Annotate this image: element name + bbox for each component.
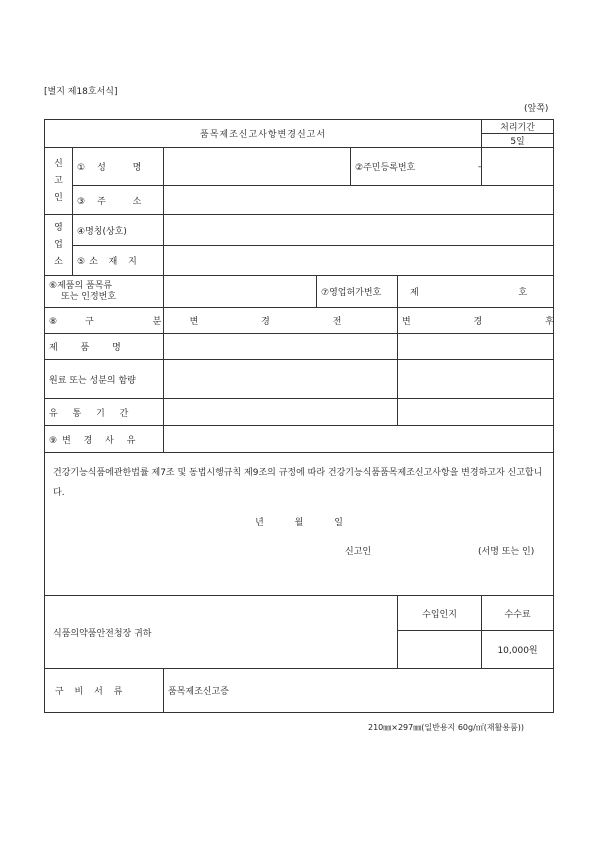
ingredient-content-before-field[interactable]: [164, 360, 398, 399]
resident-number-label: ②주민등록번호: [351, 148, 482, 186]
address-label: ③주 소: [73, 186, 164, 215]
recipient-label: 식품의약품안전청장 귀하: [45, 596, 351, 669]
paper-specification: 210㎜×297㎜(일반용지 60g/㎡(재활용품)): [368, 723, 525, 732]
fee-value: 10,000원: [482, 631, 554, 669]
processing-period-value: 5일: [482, 134, 554, 148]
ingredient-content-after-field[interactable]: [398, 360, 554, 399]
fee-label: 수수료: [482, 596, 554, 631]
product-name-before-field[interactable]: [164, 334, 398, 360]
processing-period-label: 처리기간: [482, 120, 554, 134]
required-documents-value: 품목제조신고증: [164, 669, 554, 713]
applicant-group-label: 신 고 인: [45, 148, 73, 215]
business-license-label: ⑦영업허가번호: [317, 276, 398, 308]
report-form: [44, 119, 584, 713]
change-reason-field[interactable]: [164, 426, 554, 453]
change-reason-label: ⑨변 경 사 유: [45, 426, 164, 453]
category-header: ⑧구 분: [45, 308, 164, 334]
business-name-label: ④명칭(상호): [73, 215, 164, 246]
resident-number-field[interactable]: -: [482, 148, 554, 186]
signature-placeholder[interactable]: (서명 또는 인): [478, 547, 535, 557]
declaration-date[interactable]: 년 월 일: [255, 518, 343, 528]
business-group-label: 영 업 소: [45, 215, 73, 276]
shelf-life-after-field[interactable]: [398, 399, 554, 426]
ingredient-content-label: 원료 또는 성분의 함량: [45, 360, 164, 399]
form-title: 품목제조신고사항변경신고서: [45, 120, 482, 148]
after-change-header: 변 경 후: [398, 308, 554, 334]
business-location-label: ⑤소 재 지: [73, 246, 164, 276]
address-field[interactable]: [164, 186, 554, 215]
shelf-life-label: 유 통 기 간: [45, 399, 164, 426]
shelf-life-before-field[interactable]: [164, 399, 398, 426]
revenue-stamp-box[interactable]: [398, 631, 482, 669]
name-field[interactable]: [164, 148, 351, 186]
form-number: [별지 제18호서식]: [44, 87, 118, 97]
applicant-signature-label: 신고인: [345, 547, 372, 557]
revenue-stamp-label: 수입인지: [398, 596, 482, 631]
before-change-header: 변 경 전: [164, 308, 398, 334]
product-name-after-field[interactable]: [398, 334, 554, 360]
declaration-text: 건강기능식품에관한법률 제7조 및 동법시행규칙 제9조의 규정에 따라 건강기능식품품목제조신고사항을 변경하고자 신고합니다.: [53, 468, 543, 498]
declaration-block: [45, 453, 554, 596]
name-label: ①성 명: [73, 148, 164, 186]
product-name-label: 제 품 명: [45, 334, 164, 360]
business-license-field[interactable]: 제 호: [398, 276, 554, 308]
required-documents-label: 구 비 서 류: [45, 669, 164, 713]
business-name-field[interactable]: [164, 215, 554, 246]
product-category-label: ⑥제품의 품목류 또는 인정번호: [45, 276, 164, 308]
page-side-note: (앞쪽): [524, 104, 549, 114]
product-category-field[interactable]: [164, 276, 317, 308]
business-location-field[interactable]: [164, 246, 554, 276]
